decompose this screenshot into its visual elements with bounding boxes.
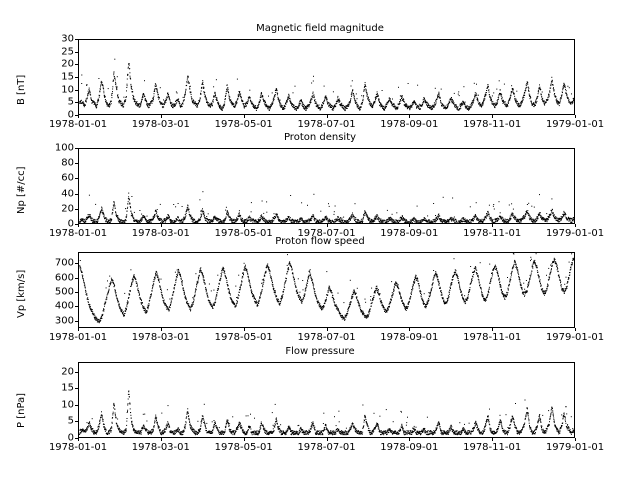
- y-axis-label: Np [#/cc]: [16, 166, 27, 214]
- x-tick-mark: [244, 438, 245, 441]
- y-tick-label: 100: [54, 142, 74, 154]
- x-tick-label: 1978-03-01: [131, 332, 190, 343]
- y-tick-label: 60: [61, 172, 74, 184]
- y-tick-label: 15: [61, 382, 74, 394]
- x-tick-label: 1978-09-01: [380, 442, 439, 453]
- x-tick-label: 1978-01-01: [48, 332, 108, 343]
- x-tick-label: 1978-03-01: [131, 119, 190, 130]
- y-tick-label: 0: [67, 432, 74, 444]
- x-tick-mark: [575, 438, 576, 441]
- x-tick-label: 1979-01-01: [545, 442, 605, 453]
- y-tick-label: 5: [67, 415, 74, 427]
- y-tick-label: 0: [67, 109, 74, 121]
- y-tick-label: 15: [61, 71, 74, 83]
- x-tick-label: 1978-07-01: [297, 228, 356, 239]
- y-tick-label: 40: [61, 188, 74, 200]
- x-tick-label: 1978-07-01: [297, 119, 356, 130]
- chart-title: Magnetic field magnitude: [256, 23, 384, 34]
- x-tick-label: 1979-01-01: [545, 228, 605, 239]
- x-tick-label: 1978-01-01: [48, 228, 108, 239]
- x-tick-label: 1978-11-01: [463, 228, 522, 239]
- y-tick-label: 500: [54, 286, 74, 298]
- x-tick-label: 1978-11-01: [463, 119, 522, 130]
- y-axis-label: B [nT]: [16, 74, 27, 105]
- y-tick-label: 30: [61, 33, 74, 45]
- x-tick-label: 1978-03-01: [131, 442, 190, 453]
- y-tick-mark: [75, 421, 78, 422]
- y-tick-label: 400: [54, 300, 74, 312]
- x-tick-label: 1978-07-01: [297, 442, 356, 453]
- x-tick-label: 1978-07-01: [297, 332, 356, 343]
- x-tick-mark: [161, 438, 162, 441]
- x-tick-label: 1978-01-01: [48, 119, 108, 130]
- x-tick-label: 1979-01-01: [545, 332, 605, 343]
- y-tick-label: 10: [61, 399, 74, 411]
- x-tick-label: 1978-11-01: [463, 442, 522, 453]
- x-tick-label: 1979-01-01: [545, 119, 605, 130]
- y-tick-label: 300: [54, 315, 74, 327]
- y-tick-mark: [75, 405, 78, 406]
- y-axis-label: P [nPa]: [16, 392, 27, 428]
- scatter-series: [79, 363, 575, 438]
- y-tick-label: 20: [61, 366, 74, 378]
- y-tick-label: 600: [54, 272, 74, 284]
- x-tick-mark: [492, 438, 493, 441]
- x-tick-label: 1978-09-01: [380, 228, 439, 239]
- y-tick-mark: [75, 372, 78, 373]
- x-tick-label: 1978-09-01: [380, 332, 439, 343]
- x-tick-label: 1978-01-01: [48, 442, 108, 453]
- y-tick-label: 20: [61, 58, 74, 70]
- chart-title: Proton density: [283, 132, 357, 143]
- x-tick-mark: [409, 438, 410, 441]
- y-tick-label: 20: [61, 203, 74, 215]
- x-tick-label: 1978-05-01: [214, 228, 273, 239]
- x-tick-label: 1978-05-01: [214, 119, 273, 130]
- y-tick-label: 25: [61, 46, 74, 58]
- y-tick-label: 80: [61, 157, 74, 169]
- x-tick-label: 1978-11-01: [463, 332, 522, 343]
- x-tick-label: 1978-03-01: [131, 228, 190, 239]
- y-tick-label: 10: [61, 84, 74, 96]
- y-axis-label: Vp [km/s]: [16, 269, 27, 318]
- x-tick-label: 1978-05-01: [214, 332, 273, 343]
- y-tick-mark: [75, 388, 78, 389]
- y-tick-label: 0: [67, 218, 74, 230]
- x-tick-mark: [78, 438, 79, 441]
- chart-title: Flow pressure: [285, 346, 355, 357]
- x-tick-label: 1978-09-01: [380, 119, 439, 130]
- plot-area: [78, 362, 575, 438]
- chart-title: Proton flow speed: [275, 236, 365, 247]
- x-tick-label: 1978-05-01: [214, 442, 273, 453]
- y-tick-label: 700: [54, 257, 74, 269]
- y-tick-label: 5: [67, 96, 74, 108]
- x-tick-mark: [327, 438, 328, 441]
